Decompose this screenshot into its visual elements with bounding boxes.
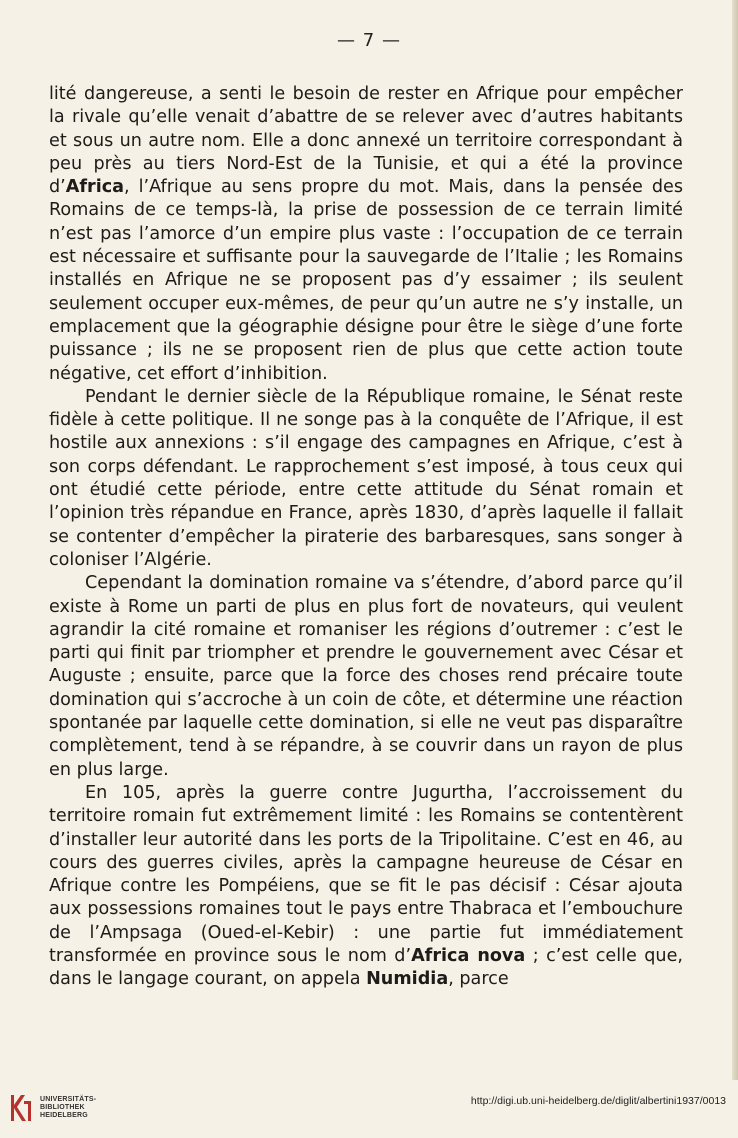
library-name-line-1: UNIVERSITÄTS- xyxy=(40,1096,97,1103)
library-logo[interactable] xyxy=(8,1091,96,1125)
paragraph-3: Cependant la domination romaine va s’étendre, d’abord parce qu’il existe à Rome un parti de plus en plus fort de novateurs, qui veulent agrandir la cité romaine et romaniser les régions d’outremer : c’est le parti qui finit par triompher et prendre le gouvernement avec César et Auguste ; ensuite, parce que la force des choses rend précaire toute domination qui s’accroche à un coin de côte, et détermine une réaction spontanée par laquelle cette domination, si elle ne veut pas disparaître complètement, tend à se répandre, à se couvrir dans un rayon de plus en plus large. xyxy=(49,573,683,780)
paragraph-1-text-b: , l’Afrique au sens propre du mot. Mais, dans la pensée des Romains de ce temps-là, la prise de possession de ce terrain limité n’est pas l’amorce d’un empire plus vaste : l’occupation de ce terrain est nécessaire et suffisante pour la sauvegarde de l’Italie ; les Romains installés en Afrique ne se proposent pas d’y essaimer ; ils seulent seulement occuper eux-mêmes, de peur qu’un autre ne s’y installe, un emplacement que la géographie désigne pour être le siège d’une forte puissance ; ils ne se proposent rien de plus que cette action toute négative, cet effort d’inhibition. xyxy=(49,177,683,384)
library-name-line-2: BIBLIOTHEK xyxy=(40,1104,85,1111)
paragraph-1 xyxy=(49,83,683,386)
source-url-link[interactable]: http://digi.ub.uni-heidelberg.de/diglit/albertini1937/0013 xyxy=(470,1095,726,1107)
paragraph-1-text-a: lité dangereuse, a senti le besoin de rester en Afrique pour empêcher la rivale qu’elle venait d’abattre de se relever avec d’autres habitants et sous un autre nom. Elle a donc annexé un territoire correspondant à peu près au tiers Nord-Est de la Tunisie, et qui a été la province d’ xyxy=(49,84,683,198)
library-name xyxy=(40,1096,96,1120)
paragraph-4-text-a: En 105, après la guerre contre Jugurtha, l’accroissement du territoire romain fut extrêmement limité : les Romains se contentèrent d’installer leur autorité dans les ports de la Tripolitaine. C’est en 46, au cours des guerres civiles, après la campagne heureuse de César en Afrique contre les Pompéiens, que se fit le pas décisif : César ajouta aux possessions romaines tout le pays entre Thabraca et l’embouchure de l’Ampsaga (Oued-el-Kebir) : une partie fut immédiatement transformée en province sous le nom d’ xyxy=(49,782,683,966)
library-name-line-3: HEIDELBERG xyxy=(40,1112,88,1119)
paragraph-4 xyxy=(49,782,683,992)
term-africa-nova: Africa nova xyxy=(411,945,526,966)
page-number: — 7 — xyxy=(337,30,401,51)
body-text xyxy=(49,83,683,992)
page-edge xyxy=(732,0,738,1080)
paragraph-4-text-b: ; c’est celle que, dans le langage courant, on appela xyxy=(49,945,683,990)
library-emblem-icon xyxy=(8,1091,34,1125)
term-numidia: Numidia xyxy=(366,969,449,990)
term-africa: Africa xyxy=(65,177,125,198)
paragraph-2: Pendant le dernier siècle de la République romaine, le Sénat reste fidèle à cette politique. Il ne songe pas à la conquête de l’Afrique, il est hostile aux annexions : s’il engage des campagnes en Afrique, c’est à son corps défendant. Le rapprochement s’est imposé, à tous ceux qui ont étudié cette période, entre cette attitude du Sénat romain et l’opinion très répandue en France, après 1830, d’après laquelle il fallait se contenter d’empêcher la piraterie des barbaresques, sans songer à coloniser l’Algérie. xyxy=(49,386,683,570)
paragraph-4-text-c: , parce xyxy=(448,969,509,990)
